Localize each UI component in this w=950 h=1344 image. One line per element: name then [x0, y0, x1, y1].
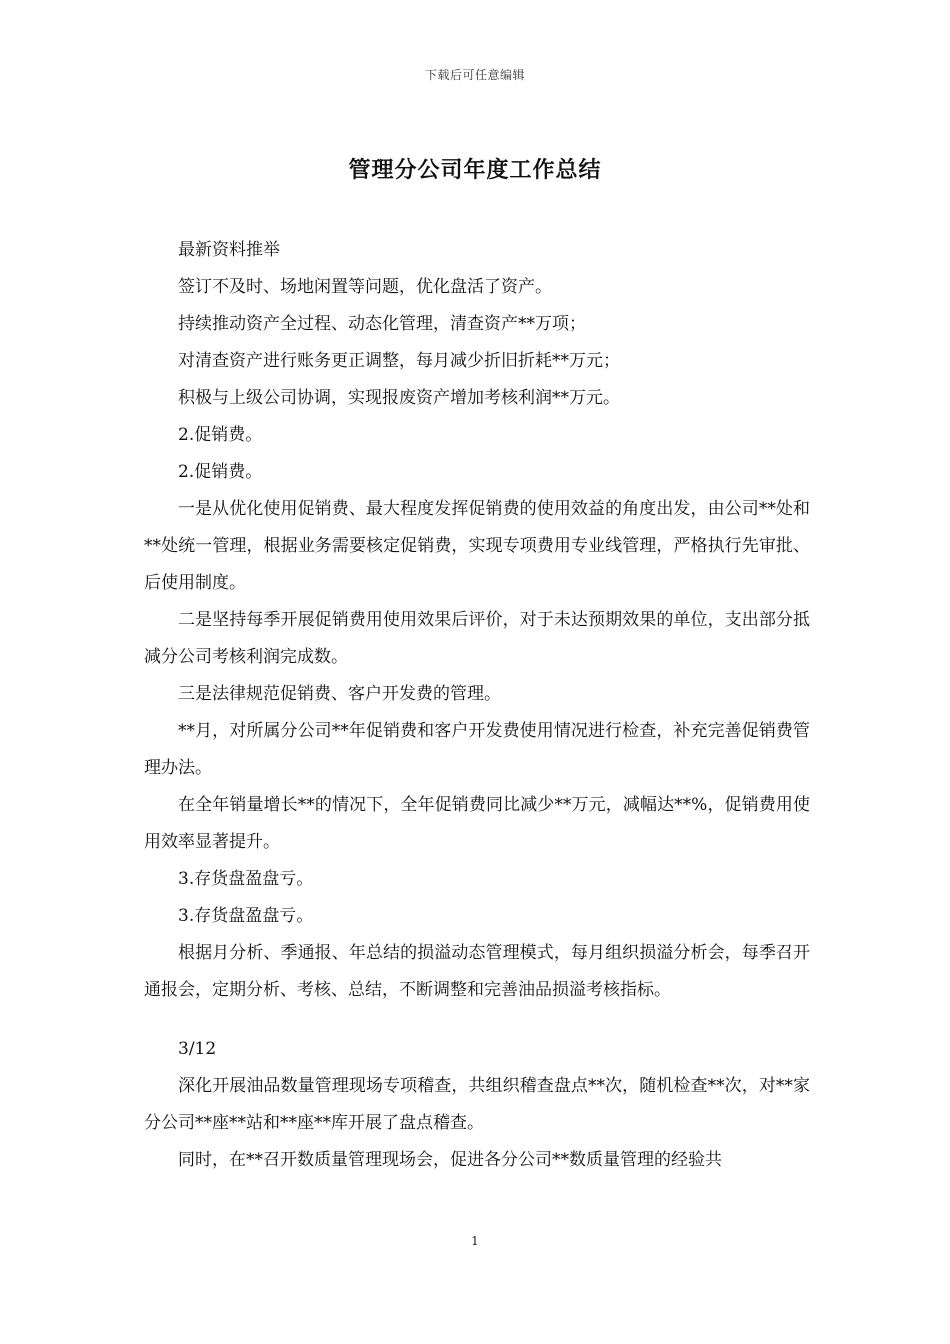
paragraph: 对清查资产进行账务更正调整，每月减少折旧折耗**万元； — [178, 351, 620, 371]
inline-page-marker: 3/12 — [178, 1039, 217, 1059]
paragraph: 积极与上级公司协调，实现报废资产增加考核利润**万元。 — [178, 388, 620, 408]
paragraph: 根据月分析、季通报、年总结的损溢动态管理模式，每月组织损溢分析会，每季召开通报会，定期分析、考核、总结，不断调整和完善油品损溢考核指标。 — [144, 943, 810, 1000]
paragraph: 持续推动资产全过程、动态化管理，清查资产**万项； — [178, 314, 586, 334]
document-title: 管理分公司年度工作总结 — [348, 157, 602, 183]
section-heading: 3.存货盘盈盘亏。 — [178, 869, 314, 889]
paragraph: 同时，在**召开数质量管理现场会，促进各分公司**数质量管理的经验共 — [178, 1150, 722, 1170]
section-heading: 2.促销费。 — [178, 462, 263, 482]
paragraph: 一是从优化使用促销费、最大程度发挥促销费的使用效益的角度出发，由公司**处和**处统一管理，根据业务需要核定促销费，实现专项费用专业线管理，严格执行先审批、后使用制度。 — [144, 499, 810, 593]
section-heading: 2.促销费。 — [178, 425, 263, 445]
paragraph: 签订不及时、场地闲置等问题，优化盘活了资产。 — [178, 277, 552, 297]
paragraph: 最新资料推举 — [178, 240, 280, 260]
page-number: 1 — [471, 1234, 479, 1248]
section-heading: 3.存货盘盈盘亏。 — [178, 906, 314, 926]
paragraph: 深化开展油品数量管理现场专项稽查，共组织稽查盘点**次，随机检查**次，对**家分公司**座**站和**座**库开展了盘点稽查。 — [144, 1076, 810, 1133]
paragraph: 二是坚持每季开展促销费用使用效果后评价，对于未达预期效果的单位，支出部分抵减分公司考核利润完成数。 — [144, 610, 810, 667]
header-note: 下载后可任意编辑 — [424, 68, 525, 82]
paragraph: 在全年销量增长**的情况下，全年促销费同比减少**万元，减幅达**%，促销费用使用效率显著提升。 — [144, 795, 810, 852]
document-body — [144, 232, 810, 1179]
paragraph: **月，对所属分公司**年促销费和客户开发费使用情况进行检查，补充完善促销费管理办法。 — [144, 721, 810, 778]
paragraph: 三是法律规范促销费、客户开发费的管理。 — [178, 684, 501, 704]
